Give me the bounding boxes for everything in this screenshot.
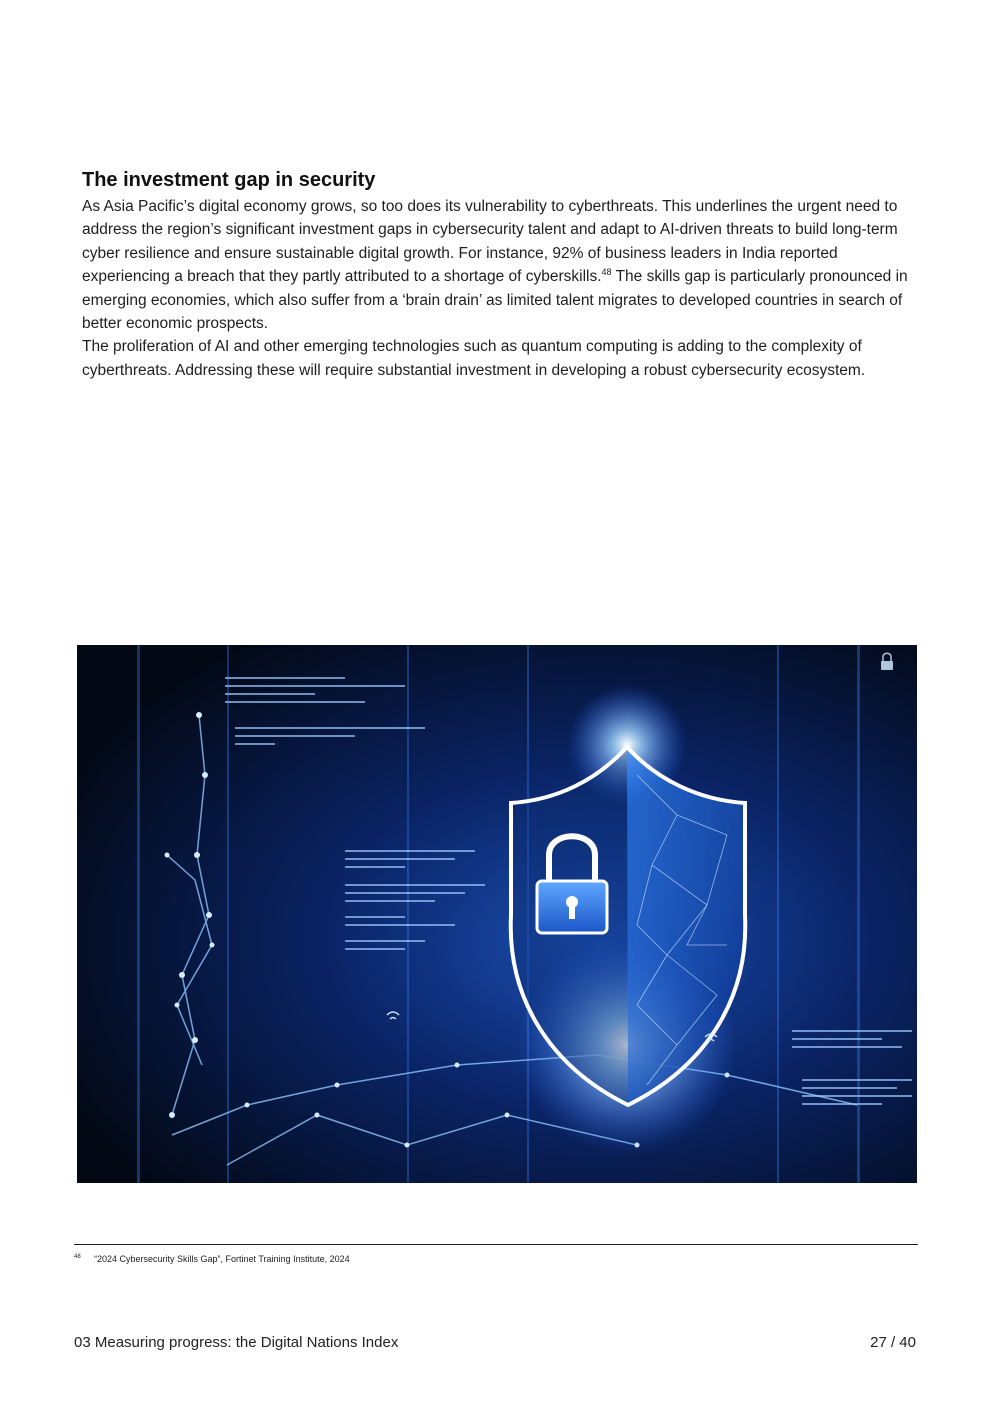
paragraph-1-text: As Asia Pacific’s digital economy grows, so too does its vulnerability to cyberthreats. This underlines the urgent need to address the region’s significant investment gaps in cybersecurity talent and adapt to AI-driven threats to build long-term cyber resilience and ensure sustainable digital growth. For instance, 92% of business leaders in India reported experiencing a breach that they partly attributed to a shortage of cyberskills.	[82, 198, 898, 286]
paragraph-1	[82, 195, 922, 335]
footnote-reference: 48	[601, 267, 612, 278]
section-title: The investment gap in security	[82, 169, 376, 191]
footnote-text: “2024 Cybersecurity Skills Gap”, Fortinet Training Institute, 2024	[94, 1254, 350, 1264]
body-text	[82, 195, 922, 382]
footnote-divider	[74, 1244, 918, 1245]
page-number: 27 / 40	[870, 1334, 916, 1351]
footnote	[74, 1254, 350, 1264]
footnote-number: 48	[74, 1254, 81, 1260]
paragraph-2: The proliferation of AI and other emerging technologies such as quantum computing is adding to the complexity of cyberthreats. Addressing these will require substantial investment in developing a robust cybersecurity ecosystem.	[82, 338, 866, 379]
cybersecurity-illustration	[77, 645, 917, 1183]
footer-section-label: 03 Measuring progress: the Digital Nations Index	[74, 1334, 399, 1351]
paragraph-1-continued: The skills gap is particularly pronounced in emerging economies, which also suffer from a ‘brain drain’ as limited talent migrates to developed countries in search of better economic prospects.	[82, 268, 908, 333]
